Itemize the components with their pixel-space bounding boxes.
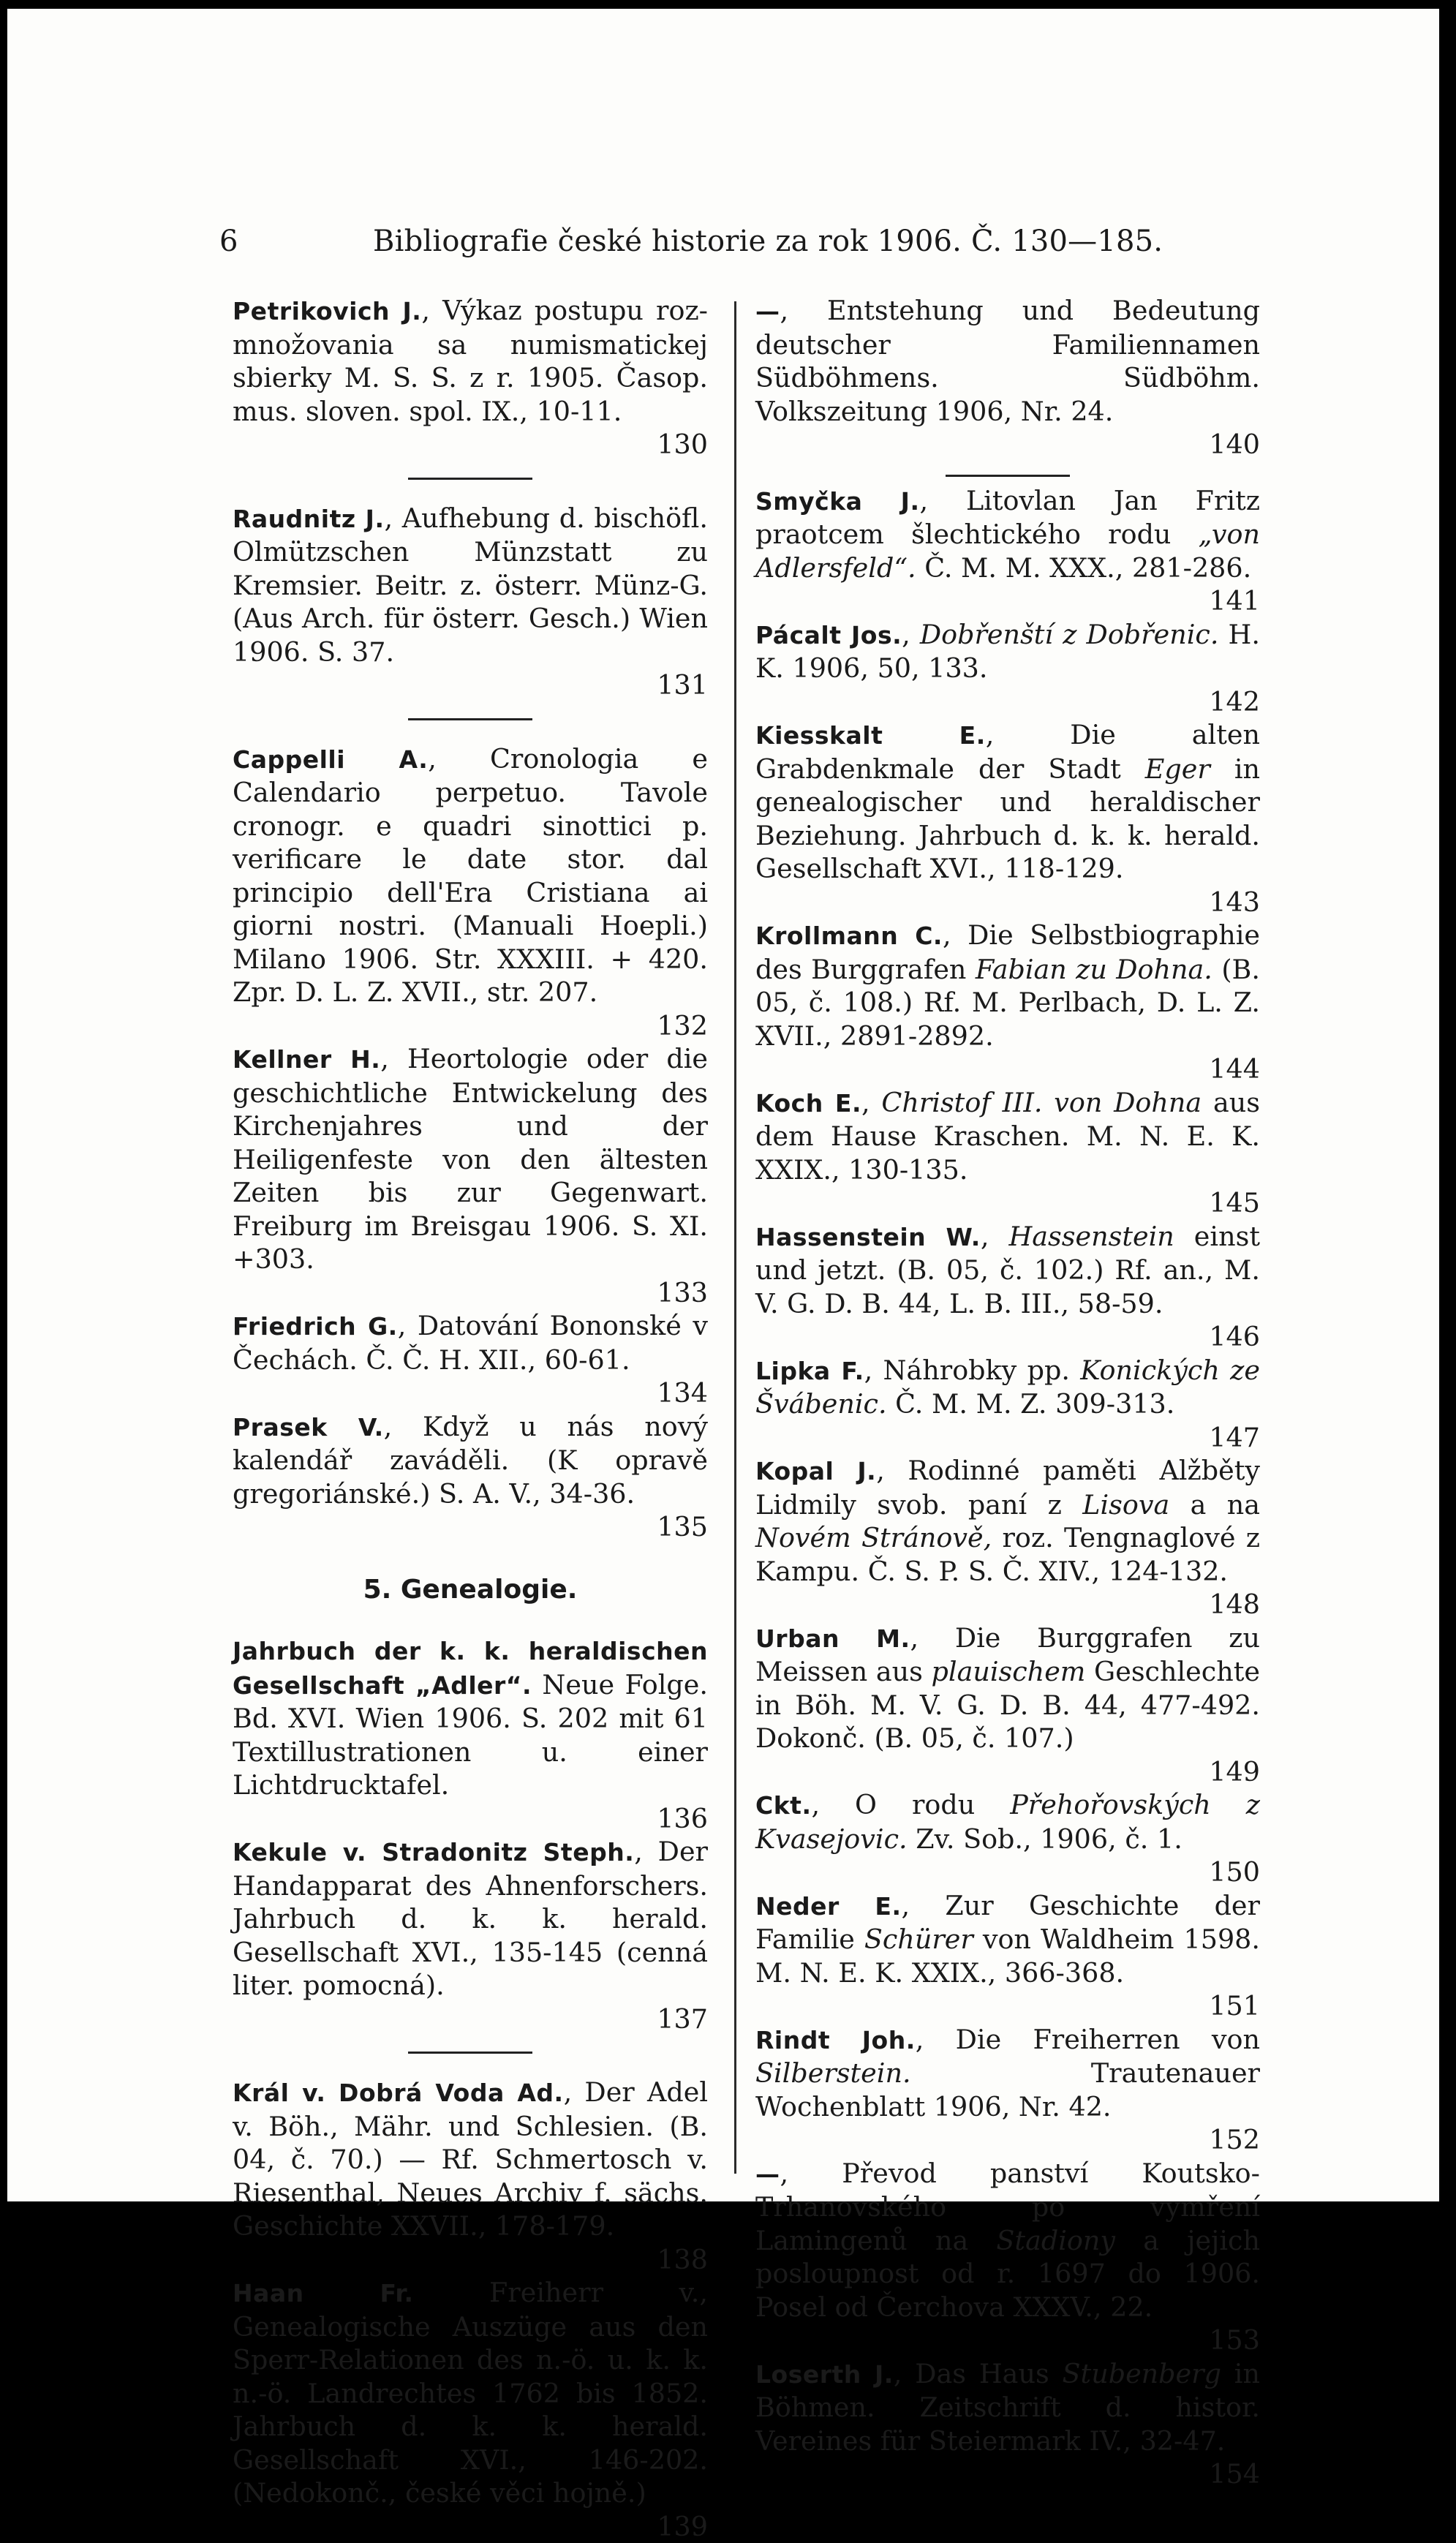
entry-number: 138: [233, 2243, 708, 2277]
entry-number: 147: [755, 1421, 1260, 1455]
entry-author: Raudnitz J.: [233, 505, 384, 533]
entry-number: 154: [755, 2457, 1260, 2491]
entry-text: , Rodinné paměti Alžběty Lidmily svob. paní z: [755, 1455, 1260, 1521]
bib-entry: [755, 1086, 1260, 1220]
entry-text: Geschlechte in Böh. M. V. G. D. B. 44, 477-492. Dokonč. (B. 05, č. 107.): [755, 1656, 1260, 1754]
entry-number: 139: [233, 2510, 708, 2543]
entry-author: Haan Fr.: [233, 2279, 414, 2307]
entry-text: , Die Burggrafen zu Meissen aus: [755, 1622, 1260, 1688]
entry-author: Cappelli A.: [233, 745, 428, 774]
entry-author: Loserth J.: [755, 2360, 894, 2389]
entry-text: , Náhrobky pp.: [864, 1355, 1081, 1386]
entry-italic: plauischem: [932, 1656, 1086, 1687]
entry-text: a na: [1169, 1489, 1260, 1521]
entry-author: Lipka F.: [755, 1357, 864, 1385]
entry-author: —: [755, 2160, 780, 2188]
bib-entry: [755, 2157, 1260, 2357]
entry-number: 150: [755, 1856, 1260, 1889]
bib-entry: [755, 484, 1260, 618]
entry-number: 135: [233, 1510, 708, 1544]
entry-author: Kellner H.: [233, 1045, 380, 1074]
entry-number: 148: [755, 1588, 1260, 1621]
entry-number: 133: [233, 1276, 708, 1310]
bib-entry: [755, 1889, 1260, 2023]
bib-entry: [233, 2276, 708, 2543]
entry-italic: Lisova: [1082, 1489, 1169, 1521]
entry-author: Rindt Joh.: [755, 2026, 916, 2054]
entry-italic: Stubenberg: [1063, 2358, 1221, 2389]
bib-entry: [233, 2076, 708, 2276]
entry-number: 143: [755, 886, 1260, 919]
entry-author: Kekule v. Stradonitz Steph.: [233, 1838, 634, 1866]
entry-author: Friedrich G.: [233, 1312, 398, 1341]
entry-text: in genealogischer und heraldischer Beziehung. Jahrbuch d. k. k. herald. Gesellschaft XVI., 118-129.: [755, 753, 1260, 885]
entry-number: 152: [755, 2123, 1260, 2157]
section-title: 5. Genealogie.: [233, 1573, 708, 1607]
entry-text: , Die alten Grabdenkmale der Stadt: [755, 719, 1260, 785]
entry-text: ,: [981, 1221, 1009, 1252]
entry-italic: Dobřenští z Dobřenic.: [920, 619, 1219, 650]
entry-number: 151: [755, 1989, 1260, 2023]
entry-author: Prasek V.: [233, 1413, 384, 1442]
bib-entry: [755, 2357, 1260, 2491]
entry-text: ,: [861, 1087, 881, 1118]
entry-text: (B. 05, č. 108.) Rf. M. Perlbach, D. L. Z. XVII., 2891-2892.: [755, 954, 1260, 1052]
entry-text: Č. M. M. XXX., 281-286.: [916, 552, 1252, 584]
entry-text: , Cronologia e Calendario perpetuo. Tavole cronogr. e quadri sinottici p. verificare le date stor. dal principio dell'Era Cristiana ai giorni nostri. (Manuali Hoepli.) Milano 1906. Str. XXXIII. + 420. Zpr. D. L. Z. XVII., str. 207.: [233, 743, 708, 1009]
bib-entry: [755, 1788, 1260, 1889]
separator-rule: [408, 478, 532, 480]
left-column: [233, 294, 708, 2543]
entry-number: 132: [233, 1009, 708, 1043]
entry-italic: „von Adlersfeld“.: [755, 519, 1260, 584]
entry-italic: Konických ze Švábenic.: [755, 1355, 1260, 1420]
bib-entry: [233, 742, 708, 1043]
entry-italic: Silberstein.: [755, 2057, 911, 2089]
bib-entry: [233, 502, 708, 702]
entry-text: Freiherr v., Genealogische Auszüge aus den Sperr-Relationen des n.-ö. u. k. k. n.-ö. Landrechtes 1762 bis 1852. Jahrbuch d. k. k. herald. Gesellschaft XVI., 146-202. (Nedokonč., české věci hojně.): [233, 2277, 708, 2509]
entry-number: 141: [755, 584, 1260, 618]
entry-italic: Eger: [1145, 753, 1210, 785]
entry-text: Zv. Sob., 1906, č. 1.: [908, 1823, 1182, 1855]
bib-entry: [755, 718, 1260, 919]
entry-author: Neder E.: [755, 1892, 902, 1921]
bib-entry: [755, 919, 1260, 1086]
right-column: [755, 294, 1260, 2491]
entry-text: , Převod panství Koutsko-Trhanovského po vymření Lamingenů na: [755, 2158, 1260, 2256]
entry-number: 136: [233, 1802, 708, 1836]
entry-text: , Aufhebung d. bischöfl. Olmützschen Münzstatt zu Kremsier. Beitr. z. österr. Münz-G. (Aus Arch. für österr. Gesch.) Wien 1906. S. 37.: [233, 502, 708, 668]
entry-text: , Datování Bononské v Čechách. Č. Č. H. XII., 60-61.: [233, 1310, 708, 1376]
entry-text: von Waldheim 1598. M. N. E. K. XXIX., 366-368.: [755, 1924, 1260, 1989]
entry-text: in Böhmen. Zeitschrift d. histor. Vereines für Steiermark IV., 32-47.: [755, 2358, 1260, 2457]
entry-number: 144: [755, 1052, 1260, 1086]
entry-text: Č. M. M. Z. 309-313.: [887, 1388, 1175, 1420]
entry-author: Král v. Dobrá Voda Ad.: [233, 2079, 564, 2107]
entry-author: —: [755, 297, 780, 325]
entry-author: Hassenstein W.: [755, 1223, 981, 1251]
entry-text: einst und jetzt. (B. 05, č. 102.) Rf. an., M. V. G. D. B. 44, L. B. III., 58-59.: [755, 1221, 1260, 1319]
bib-entry: [755, 2023, 1260, 2157]
bib-entry: [755, 1354, 1260, 1455]
entry-italic: Fabian zu Dohna.: [976, 954, 1212, 985]
entry-text: a jejich posloupnost od r. 1697 do 1906. Posel od Čerchova XXXV., 22.: [755, 2225, 1260, 2323]
separator-rule: [408, 2052, 532, 2054]
bib-entry: [755, 294, 1260, 461]
entry-number: 153: [755, 2324, 1260, 2357]
bib-entry: [233, 1309, 708, 1410]
column-divider: [734, 301, 736, 2174]
entry-text: , Die Freiherren von: [916, 2024, 1260, 2055]
entry-text: , Výkaz postupu roz-množovania sa numismatickej sbierky M. S. S. z r. 1905. Časop. mus. sloven. spol. IX., 10-11.: [233, 295, 708, 427]
entry-text: roz. Tengnaglové z Kampu. Č. S. P. S. Č. XIV., 124-132.: [755, 1522, 1260, 1587]
entry-author: Smyčka J.: [755, 487, 920, 516]
bib-entry: [755, 1220, 1260, 1354]
bib-entry: [233, 1835, 708, 2035]
entry-text: , Der Adel v. Böh., Mähr. und Schlesien. (B. 04, č. 70.) — Rf. Schmertosch v. Riesenthal, Neues Archiv f. sächs. Geschichte XXVII., 178-179.: [233, 2076, 708, 2242]
entry-number: 130: [233, 428, 708, 461]
page-number: 6: [219, 223, 238, 260]
bib-entry: [755, 618, 1260, 719]
entry-number: 137: [233, 2003, 708, 2036]
bib-entry: [755, 1621, 1260, 1789]
entry-number: 134: [233, 1376, 708, 1410]
entry-author: Urban M.: [755, 1624, 910, 1653]
entry-author: Kopal J.: [755, 1457, 876, 1485]
bib-entry: [233, 1634, 708, 1835]
entry-italic: Stadiony: [996, 2225, 1115, 2256]
entry-text: ,: [902, 619, 920, 650]
entry-italic: Novém Stránově,: [755, 1522, 992, 1553]
entry-author: Pácalt Jos.: [755, 621, 902, 649]
entry-text: , O rodu: [811, 1789, 1010, 1820]
entry-italic: Schürer: [864, 1924, 973, 1955]
entry-number: 145: [755, 1186, 1260, 1220]
separator-rule: [408, 718, 532, 720]
entry-number: 140: [755, 428, 1260, 461]
entry-text: , Der Handapparat des Ahnenforschers. Jahrbuch d. k. k. herald. Gesellschaft XVI., 135-145 (cenná liter. pomocná).: [233, 1836, 708, 2001]
entry-number: 146: [755, 1320, 1260, 1354]
entry-text: , Když u nás nový kalendář zaváděli. (K opravě gregoriánské.) S. A. V., 34-36.: [233, 1411, 708, 1510]
entry-italic: Hassenstein: [1008, 1221, 1174, 1252]
entry-author: Koch E.: [755, 1089, 861, 1118]
entry-text: Neue Folge. Bd. XVI. Wien 1906. S. 202 mit 61 Textillustrationen u. einer Lichtdrucktafel.: [233, 1669, 708, 1801]
entry-text: H. K. 1906, 50, 133.: [755, 619, 1260, 685]
bib-entry: [233, 294, 708, 461]
entry-author: Jahrbuch der k. k. heraldischen Gesellschaft „Adler“.: [233, 1637, 708, 1700]
entry-number: 142: [755, 685, 1260, 719]
entry-text: , Zur Geschichte der Familie: [755, 1890, 1260, 1956]
entry-text: , Die Selbstbiographie des Burggrafen: [755, 919, 1260, 985]
bib-entry: [233, 1410, 708, 1544]
entry-text: , Entstehung und Bedeutung deutscher Familiennamen Südböhmens. Südböhm. Volkszeitung 1906, Nr. 24.: [755, 295, 1260, 427]
separator-rule: [946, 475, 1070, 477]
entry-author: Krollmann C.: [755, 922, 943, 950]
entry-author: Petrikovich J.: [233, 297, 421, 325]
entry-italic: Přehořovských z Kvasejovic.: [755, 1789, 1260, 1855]
running-title: Bibliografie české historie za rok 1906. Č. 130—185.: [373, 223, 1163, 260]
entry-text: , Das Haus: [894, 2358, 1063, 2389]
bib-entry: [755, 1454, 1260, 1621]
bib-entry: [233, 1042, 708, 1309]
entry-number: 131: [233, 668, 708, 702]
entry-author: Ckt.: [755, 1791, 811, 1820]
entry-author: Kiesskalt E.: [755, 721, 986, 750]
entry-text: Trautenauer Wochenblatt 1906, Nr. 42.: [755, 2057, 1260, 2122]
entry-text: aus dem Hause Kraschen. M. N. E. K. XXIX., 130-135.: [755, 1087, 1260, 1186]
entry-number: 149: [755, 1755, 1260, 1789]
entry-text: , Heortologie oder die geschichtliche Entwickelung des Kirchenjahres und der Heiligenfeste von den ältesten Zeiten bis zur Gegenwart. Freiburg im Breisgau 1906. S. XI. +303.: [233, 1043, 708, 1275]
entry-italic: Christof III. von Dohna: [881, 1087, 1202, 1118]
entry-text: , Litovlan Jan Fritz praotcem šlechtického rodu: [755, 485, 1260, 551]
